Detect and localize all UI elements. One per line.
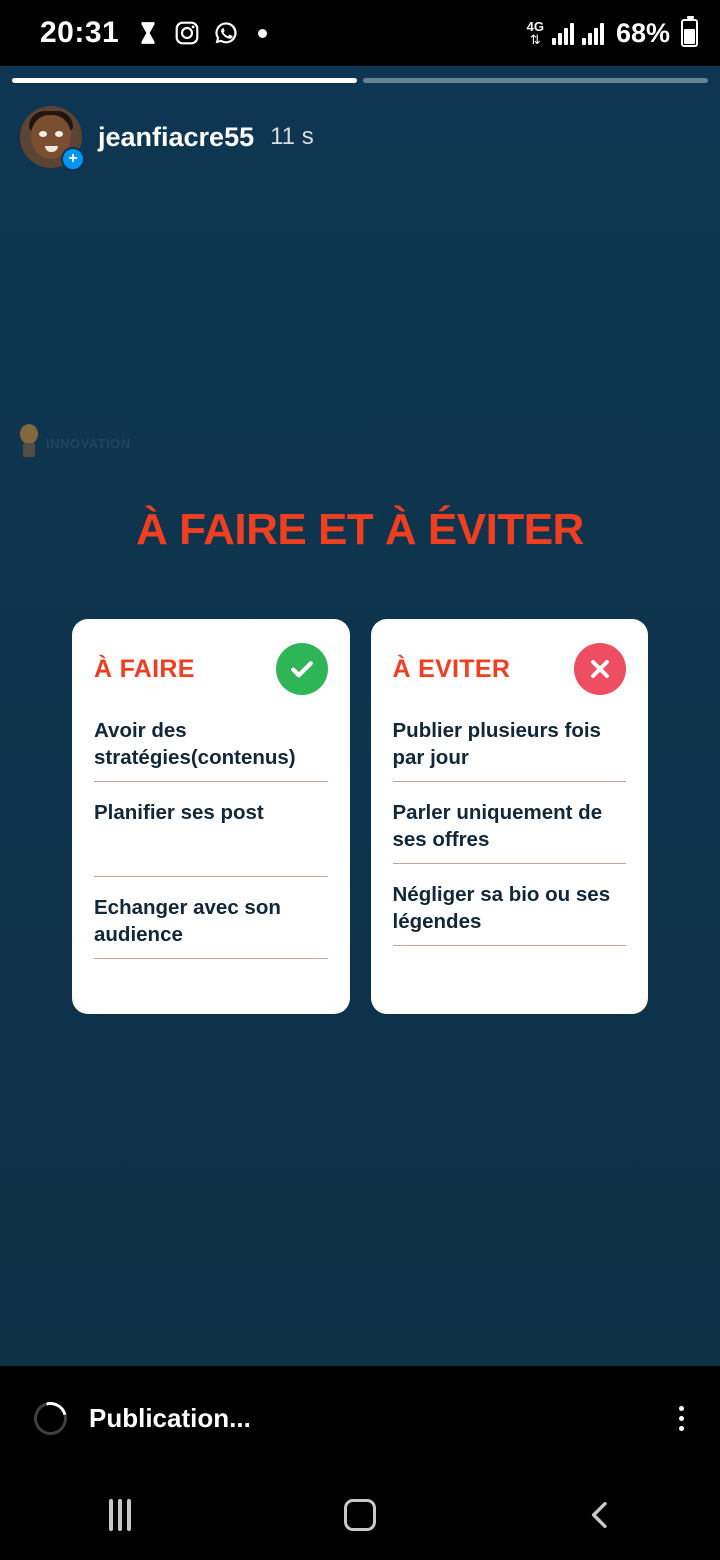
battery-icon (681, 19, 698, 47)
card-a-faire (72, 619, 350, 1014)
signal-bars-sim1-icon (552, 21, 574, 45)
android-navigation-bar (0, 1470, 720, 1560)
status-bar (0, 0, 720, 66)
data-arrows-icon: ⇅ (529, 32, 541, 47)
list-item: Planifier ses post (94, 799, 328, 877)
loading-spinner-icon (28, 1395, 73, 1440)
instagram-icon (174, 20, 200, 46)
status-notification-icons (135, 20, 267, 46)
upload-status-bar (0, 1366, 720, 1470)
card-header (393, 643, 627, 695)
network-type-icon (527, 20, 544, 46)
battery-percent-label: 68% (615, 17, 670, 48)
status-clock: 20:31 (40, 16, 120, 49)
check-icon (276, 643, 328, 695)
list-item: Avoir des stratégies(contenus) (94, 717, 328, 782)
cards-container (72, 619, 648, 1014)
story-header[interactable] (20, 106, 314, 168)
hourglass-icon (135, 20, 161, 46)
status-right-group (527, 18, 698, 49)
page-title: À FAIRE ET À ÉVITER (136, 505, 584, 554)
home-icon (344, 1499, 376, 1531)
whatsapp-icon (213, 20, 239, 46)
dot-icon (258, 29, 267, 38)
kebab-menu-icon[interactable] (673, 1400, 690, 1437)
card-title: À FAIRE (94, 654, 195, 683)
avatar-eye-right (55, 131, 63, 137)
list-item: Parler uniquement de ses offres (393, 799, 627, 864)
add-to-story-badge-icon[interactable]: + (61, 147, 85, 171)
back-button[interactable] (540, 1498, 660, 1532)
story-progress-segment-2 (363, 78, 708, 83)
upload-status-label: Publication... (89, 1402, 251, 1433)
list-item: Publier plusieurs fois par jour (393, 717, 627, 782)
card-header (94, 643, 328, 695)
signal-bars-sim2-icon (582, 21, 604, 45)
story-progress-segment-1 (12, 78, 357, 83)
story-username[interactable]: jeanfiacre55 (98, 121, 255, 152)
watermark-label: INNOVATION (46, 435, 131, 451)
avatar-eye-left (39, 131, 47, 137)
watermark-logo (16, 424, 131, 462)
card-a-eviter (371, 619, 649, 1014)
card-title: À EVITER (392, 654, 511, 683)
list-item: Négliger sa bio ou ses légendes (393, 881, 627, 946)
avatar[interactable] (20, 106, 82, 168)
recent-apps-button[interactable] (60, 1499, 180, 1531)
home-button[interactable] (300, 1499, 420, 1531)
lightbulb-icon (16, 424, 42, 462)
story-progress-bar (12, 78, 708, 83)
recent-apps-icon (109, 1499, 131, 1531)
cross-icon (574, 643, 626, 695)
story-timestamp: 11 s (270, 123, 314, 150)
story-viewer[interactable] (0, 66, 720, 1366)
back-icon (583, 1498, 617, 1532)
network-type-label: 4G (526, 19, 544, 34)
list-item: Echanger avec son audience (94, 894, 328, 959)
